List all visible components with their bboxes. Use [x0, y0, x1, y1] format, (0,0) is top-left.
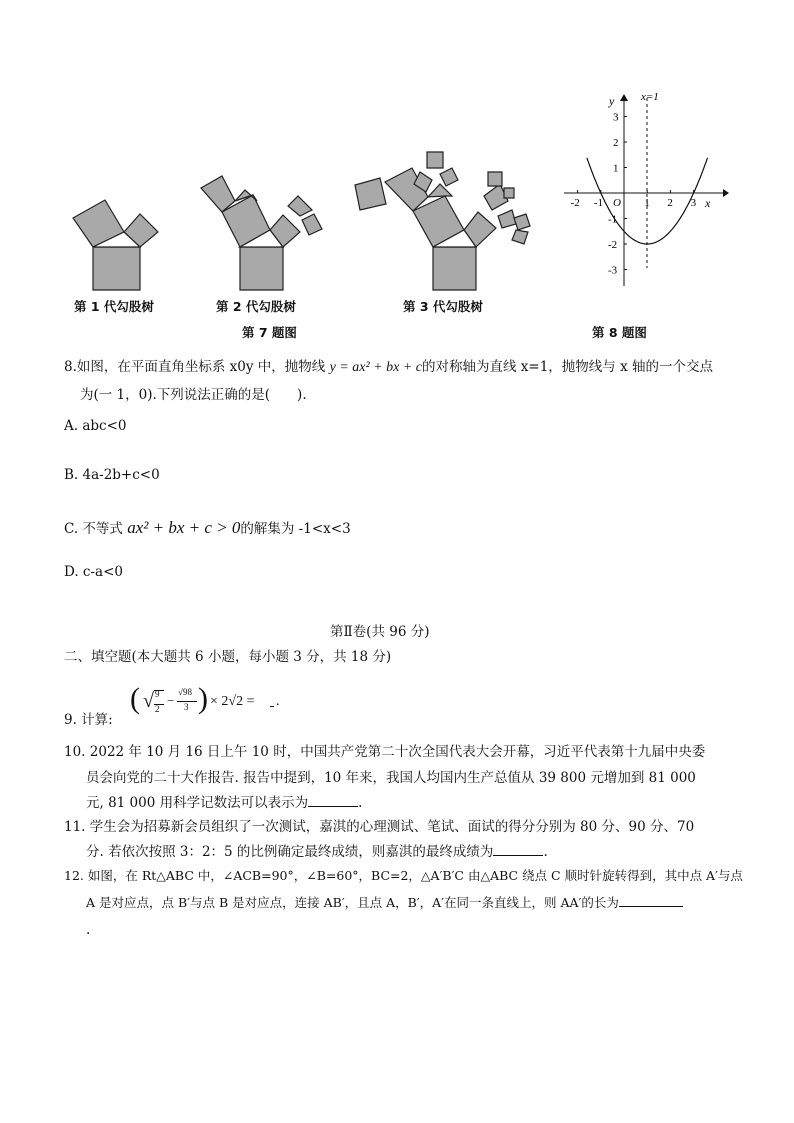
y-tick-label: -1 — [608, 213, 618, 226]
q9-frac2-den: 3 — [184, 702, 189, 712]
figure8-title: 第 8 题图 — [592, 325, 647, 340]
figure7-caption-gen1: 第 1 代勾股树 — [74, 299, 154, 314]
figure7-caption-gen2: 第 2 代勾股树 — [216, 299, 296, 314]
x-tick-label: 1 — [644, 197, 650, 209]
pythagoras-tree-gen2 — [195, 170, 335, 290]
q8-option-c — [64, 516, 351, 541]
x-tick-label: 3 — [690, 197, 697, 209]
origin-label: O — [613, 197, 621, 209]
q10-line2: 员会向党的二十大作报告. 报告中提到，10 年来，我国人均国内生产总值从 39 800 元增加到 81 000 — [86, 770, 696, 786]
q11-line2-end: . — [543, 844, 548, 860]
q8-option-d: D. c-a<0 — [64, 564, 123, 580]
q9-answer-blank[interactable] — [270, 706, 274, 707]
q9-sqrt1-num: 9 — [155, 689, 160, 699]
q8-formula: y = ax² + bx + c — [329, 360, 422, 375]
x-tick-label: -2 — [570, 197, 580, 209]
q10-answer-blank[interactable] — [308, 792, 358, 807]
figure7-title: 第 7 题图 — [242, 325, 297, 340]
symmetry-line-label: x=1 — [641, 91, 659, 103]
parabola-chart — [558, 88, 728, 293]
q10-line3-end: . — [358, 795, 363, 811]
q8-option-c-formula: ax² + bx + c > 0 — [127, 518, 241, 537]
section2-title: 第Ⅱ卷(共 96 分) — [330, 624, 430, 640]
y-tick-label: -3 — [608, 264, 618, 277]
q10-line3 — [86, 791, 362, 815]
section2-heading: 二、填空题(本大题共 6 小题，每小题 3 分，共 18 分) — [64, 649, 392, 665]
q8-stem-line2: 为(一 1，0).下列说法正确的是( ). — [80, 387, 307, 403]
q11-line2 — [86, 840, 548, 864]
x-axis-label: x — [705, 196, 711, 210]
q10-line3-text: 元, 81 000 用科学记数法可以表示为 — [86, 795, 309, 811]
q9-sqrt1-den: 2 — [155, 704, 160, 714]
q11-answer-blank[interactable] — [493, 841, 543, 856]
q8-option-a: A. abc<0 — [64, 418, 127, 434]
q8-option-c-pre: C. 不等式 — [64, 521, 123, 537]
q8-option-c-post: 的解集为 -1<x<3 — [240, 521, 351, 537]
pythagoras-tree-gen1 — [60, 190, 170, 290]
q9-label: 9. 计算: — [64, 712, 113, 728]
q9-minus: − — [167, 693, 175, 708]
q12-line3: . — [86, 922, 91, 938]
q8-stem-a: 8.如图，在平面直角坐标系 x0y 中，抛物线 — [64, 359, 326, 375]
q12-answer-blank[interactable] — [619, 892, 683, 907]
y-tick-label: 1 — [613, 162, 619, 175]
y-tick-label: -2 — [608, 239, 618, 251]
q9-tail: × 2√2 = — [210, 694, 255, 709]
q12-line2 — [86, 891, 683, 915]
q10-line1: 10. 2022 年 10 月 16 日上午 10 时，中国共产党第二十次全国代表大会开幕，习近平代表第十九届中央委 — [64, 744, 706, 760]
x-axis-arrow — [723, 189, 729, 197]
q9-frac2-num: √98 — [178, 687, 192, 697]
x-tick-label: 2 — [667, 197, 673, 209]
q11-line1: 11. 学生会为招募新会员组织了一次测试，嘉淇的心理测试、笔试、面试的得分分别为 80 分、90 分、70 — [64, 819, 695, 835]
y-axis-label: y — [609, 94, 615, 108]
q11-line2-text: 分. 若依次按照 3：2：5 的比例确定最终成绩，则嘉淇的最终成绩为 — [86, 844, 494, 860]
q12-line2-text: A 是对应点，点 B′与点 B 是对应点，连接 AB′，且点 A，B′，A′在同一条直线上，则 AA′的长为 — [86, 895, 619, 910]
y-tick-label: 3 — [613, 111, 619, 124]
q9-end: . — [276, 694, 280, 709]
q8-stem-line1 — [64, 355, 713, 380]
x-tick-label: -1 — [593, 197, 603, 209]
q8-stem-b: 的对称轴为直线 x=1，抛物线与 x 轴的一个交点 — [422, 359, 714, 375]
q12-line1: 12. 如图，在 Rt△ABC 中，∠ACB=90°，∠B=60°，BC=2，△A′B′C 由△ABC 绕点 C 顺时针旋转得到，其中点 A′与点 — [64, 868, 743, 883]
figure7-caption-gen3: 第 3 代勾股树 — [403, 299, 483, 314]
pythagoras-tree-gen3 — [350, 150, 540, 290]
q8-option-b: B. 4a-2b+c<0 — [64, 467, 160, 483]
y-tick-label: 2 — [613, 137, 619, 149]
y-axis-arrow — [620, 94, 628, 101]
